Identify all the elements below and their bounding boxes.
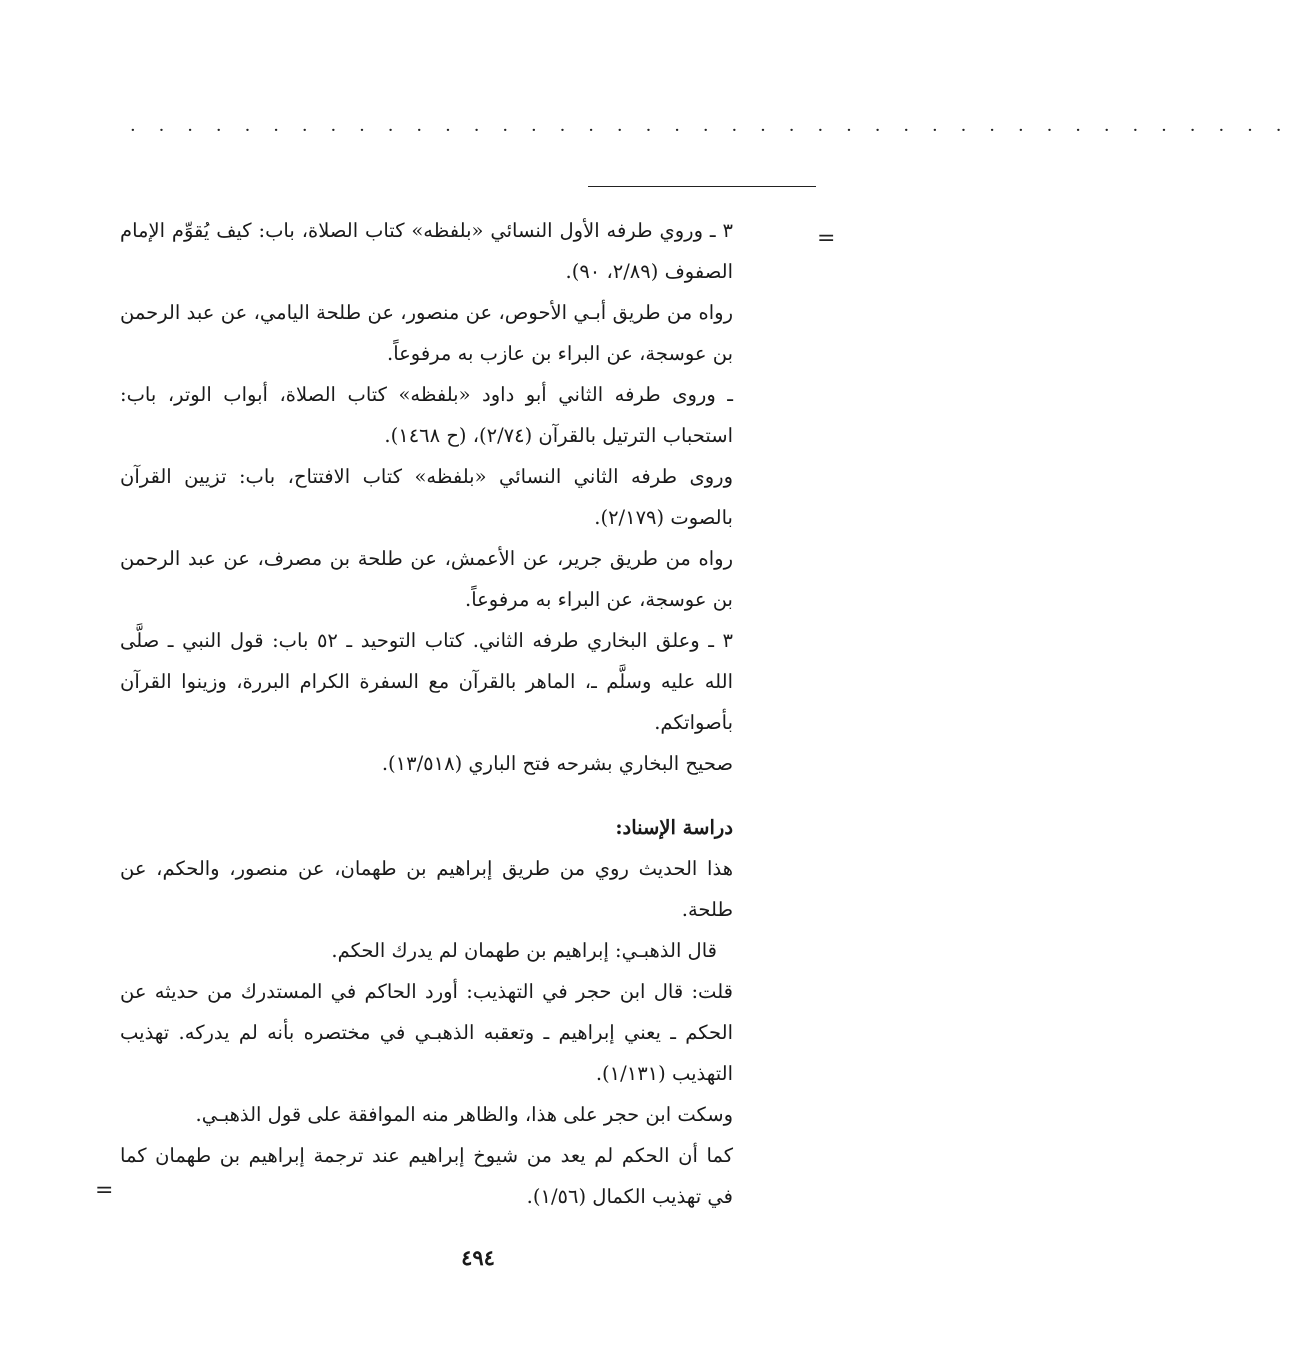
footnote-paragraph: ٣ ـ وعلق البخاري طرفه الثاني. كتاب التوحيد ـ ٥٢ باب: قول النبي ـ صلَّى الله عليه وسلَّم ـ، الماهر بالقرآن مع السفرة الكرام البررة، وزينوا القرآن بأصواتكم. [120, 629, 733, 734]
study-paragraph: قلت: قال ابن حجر في التهذيب: أورد الحاكم في المستدرك من حديثه عن الحكم ـ يعني إبراهيم ـ وتعقبه الذهبـي في مختصره بأنه لم يدركه. تهذيب التهذيب (١/١٣١). [120, 980, 733, 1085]
footnote-paragraph: وروى طرفه الثاني النسائي «بلفظه» كتاب الافتتاح، باب: تزيين القرآن بالصوت (٢/١٧٩). [120, 465, 733, 529]
continuation-mark-top: = [817, 226, 836, 251]
footnote-paragraph: ٣ ـ وروي طرفه الأول النسائي «بلفظه» كتاب الصلاة، باب: كيف يُقوِّم الإمام الصفوف (٢/٨٩، ٩٠). [120, 219, 733, 283]
dotted-separator: · · · · · · · · · · · · · · · · · · · · · · · · · · · · · · · · · · · · · · · · · [130, 120, 1290, 141]
footnote-paragraph: رواه من طريق جرير، عن الأعمش، عن طلحة بن مصرف، عن عبد الرحمن بن عوسجة، عن البراء به مرفوعاً. [120, 547, 733, 611]
section-heading: دراسة الإسناد: [615, 816, 733, 839]
study-paragraph: كما أن الحكم لم يعد من شيوخ إبراهيم عند ترجمة إبراهيم بن طهمان كما في تهذيب الكمال (١/٥٦). [120, 1144, 733, 1208]
footnote-paragraph: رواه من طريق أبـي الأحوص، عن منصور، عن طلحة اليامي، عن عبد الرحمن بن عوسجة، عن البراء بن عازب به مرفوعاً. [120, 301, 733, 365]
footnote-rule [588, 186, 816, 187]
section-gap [120, 784, 733, 807]
study-paragraph: قال الذهبـي: إبراهيم بن طهمان لم يدرك الحكم. [331, 939, 717, 962]
study-paragraph: هذا الحديث روي من طريق إبراهيم بن طهمان، عن منصور، والحكم، عن طلحة. [120, 857, 733, 921]
continuation-mark-bottom: = [95, 1178, 114, 1203]
study-paragraph: وسكت ابن حجر على هذا، والظاهر منه الموافقة على قول الذهبـي. [195, 1103, 733, 1126]
footnote-paragraph: صحيح البخاري بشرحه فتح الباري (١٣/٥١٨). [381, 752, 733, 775]
footnote-paragraph: ـ وروى طرفه الثاني أبو داود «بلفظه» كتاب الصلاة، أبواب الوتر، باب: استحباب الترتيل بالقرآن (٢/٧٤)، (ح ١٤٦٨). [120, 383, 733, 447]
page-number: ٤٩٤ [461, 1245, 495, 1270]
page-body [120, 210, 733, 1217]
